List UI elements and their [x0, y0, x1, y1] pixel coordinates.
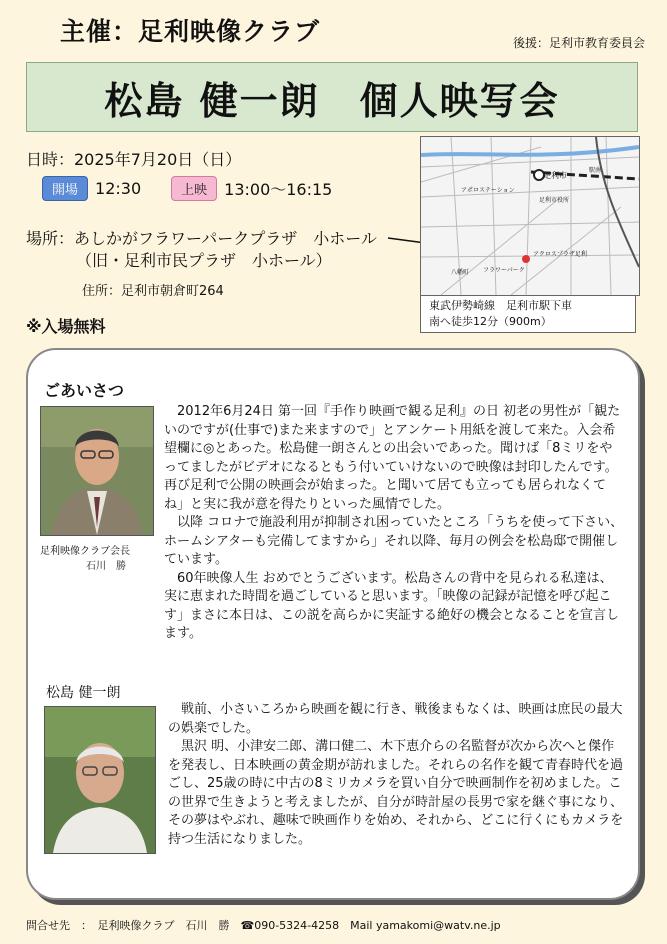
- map-caption-line1: 東武伊勢崎線 足利市駅下車: [429, 299, 572, 312]
- chairman-title: 足利映像クラブ会長: [40, 546, 130, 557]
- show-time: 13:00～16:15: [224, 180, 333, 199]
- event-title: 松島 健一朗 個人映写会: [26, 62, 638, 132]
- chairman-portrait-image: [41, 407, 153, 535]
- map-label-6: 駅南: [589, 167, 602, 174]
- map-caption-line2: 南へ徒歩12分（900m）: [429, 315, 552, 328]
- greeting-text: [164, 403, 624, 644]
- greeting-paragraph: 以降 コロナで施設利用が抑制され困っていたところ「うちを使って下さい、ホームシアターも完備してますから」それ以降、毎月の例会を松島邸で開催しています。: [164, 515, 624, 567]
- chairman-photo: [40, 406, 154, 536]
- sponsor-text: 後援：足利市教育委員会: [512, 36, 645, 50]
- time-row: [42, 176, 332, 201]
- access-map: [420, 136, 640, 296]
- open-badge: 開場: [42, 176, 88, 201]
- contact-info: 問合せ先 ： 足利映像クラブ 石川 勝 ☎090-5324-4258 Mail yamakomi@watv.ne.jp: [26, 919, 501, 932]
- map-label-4: フラワーパーク: [483, 267, 525, 274]
- greeting-paragraph: 60年映像人生 おめでとうございます。松島さんの背中を見られる私達は、実に恵まれた時間を過ごしていると思います。「映像の記録が記憶を呼び起こす」まさに本日は、この説を高らかに実証する絶好の機会となることを宣言します。: [164, 570, 620, 641]
- venue-block: [26, 228, 377, 272]
- map-station-label: 足利市: [543, 171, 567, 180]
- map-label-2: 足利市役所: [539, 197, 570, 204]
- open-time: 12:30: [95, 179, 142, 198]
- greeting-paragraph: 2012年6月24日 第一回『手作り映画で観る足利』の日 初老の男性が「観たいのですが(仕事で)また来ますので」とアンケート用紙を渡して来た。入会希望欄に◎とあった。松島健一朗さんとの出会いであった。聞けば「8ミリをやってましたがビデオになるともう付いていけないので映像は封印したんです。再び足利で公開の映画会が始まった。と聞いて居ても立っても居られなくてね」と実に我が意を得たりといった風情でした。: [164, 404, 621, 512]
- venue-old-name: （旧・足利市民プラザ 小ホール）: [76, 251, 332, 270]
- show-badge: 上映: [171, 176, 217, 201]
- free-admission: ※入場無料: [26, 317, 106, 336]
- chairman-name: 石川 勝: [86, 561, 126, 572]
- venue-name: 場所：あしかがフラワーパークプラザ 小ホール: [26, 229, 377, 248]
- greeting-heading: ごあいさつ: [44, 381, 125, 400]
- map-label-5: 八幡町: [451, 269, 470, 276]
- filmmaker-photo: [44, 706, 156, 854]
- profile-paragraph: 戦前、小さいころから映画を観に行き、戦後まもなくは、映画は庶民の最大の娯楽でした。: [168, 702, 623, 736]
- event-date: 日時：2025年7月20日（日）: [26, 150, 242, 169]
- profile-heading: 松島 健一朗: [46, 685, 121, 701]
- venue-address: 住所：足利市朝倉町264: [82, 284, 224, 299]
- map-label-3: アクロスプラザ足利: [533, 251, 587, 258]
- map-label-1: アポロステーション: [461, 187, 515, 194]
- chairman-caption: [40, 544, 130, 574]
- organizer-heading: 主催：足利映像クラブ: [60, 17, 321, 46]
- filmmaker-portrait-image: [45, 707, 155, 853]
- profile-paragraph: 黒沢 明、小津安二郎、溝口健二、木下恵介らの名監督が次から次へと傑作を発表し、日本映画の黄金期が訪れました。それらの名作を観て青春時代を過ごし、25歳の時に中古の8ミリカメラを買い自分で映画制作を初めました。この世界で生きようと考えましたが、自分が時計屋の長男で家を継ぐ事になり、その夢はやぶれ、趣味で映画作りを始め、それから、どこに行くにもカメラを持つ生活になりました。: [168, 739, 624, 847]
- profile-text: [168, 701, 626, 849]
- map-caption: [420, 295, 636, 333]
